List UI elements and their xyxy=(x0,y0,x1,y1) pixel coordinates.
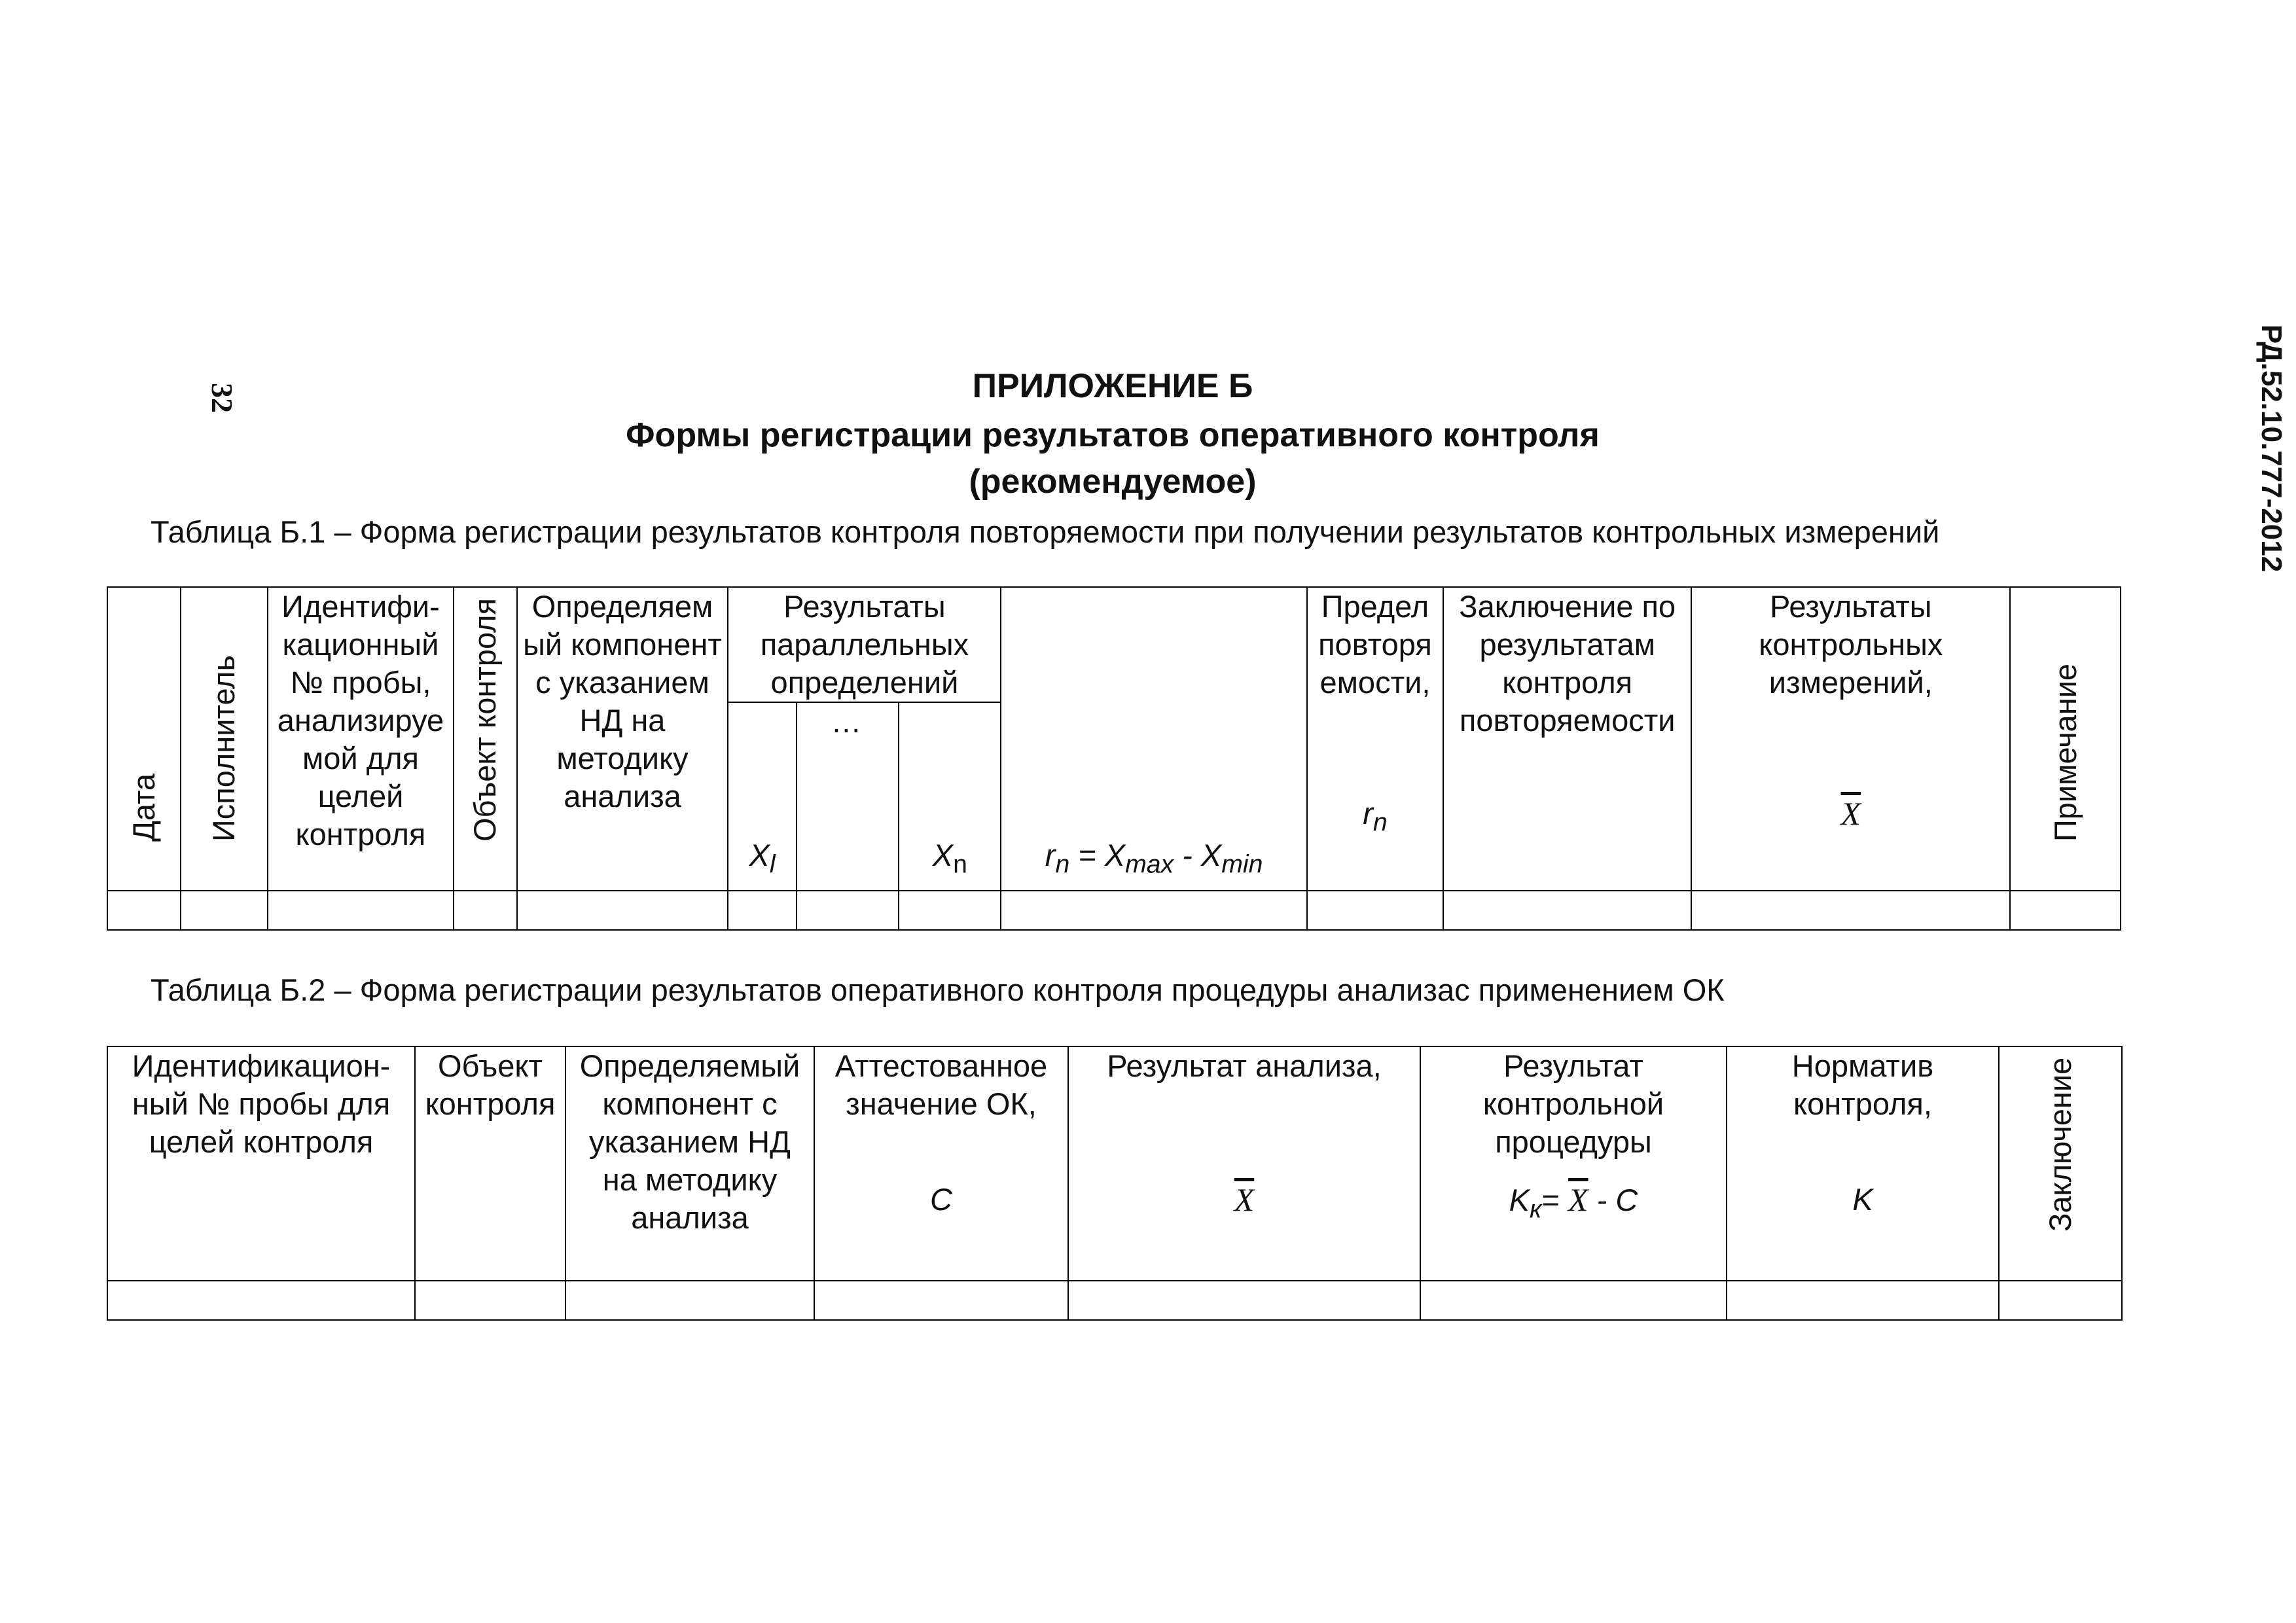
appendix-status: (рекомендуемое) xyxy=(969,463,1257,501)
header-repeatability-limit: Предел повторя емости, $r_n$ xyxy=(1307,587,1444,891)
header-sample-id: Идентифи-кационный № пробы, анализируе мой для целей контроля xyxy=(268,587,454,891)
operative-control-table xyxy=(107,1046,2123,1321)
document-code: РД.52.10.777-2012 xyxy=(2255,324,2287,573)
header-date: Дата xyxy=(107,587,181,891)
header-range-formula: $r_n = X_{max} - X_{min}$ xyxy=(1001,587,1306,891)
header-procedure-result: Результат контрольной процедуры $K_к= \overline{X} - C$ xyxy=(1420,1046,1727,1281)
table1-caption: Таблица Б.1 – Форма регистрации результатов контроля повторяемости при получении результатов контрольных измерений xyxy=(151,514,1940,549)
header-conclusion: Заключение по результатам контроля повторяемости xyxy=(1443,587,1691,891)
limit-symbol: r xyxy=(1363,796,1373,830)
table-row xyxy=(107,1281,2122,1320)
x-bar-symbol: $\overline{X}$ xyxy=(1234,1181,1255,1218)
header-certified-value: Аттестованное значение ОК, C xyxy=(814,1046,1068,1281)
header-x1: $X_l$ xyxy=(728,702,796,891)
header-parallel-results: Результаты параллельных определений xyxy=(728,587,1001,702)
page-number: 32 xyxy=(206,383,240,413)
header-component: Определяем ый компонент с указанием НД на методику анализа xyxy=(517,587,728,891)
appendix-subtitle: Формы регистрации результатов оперативного контроля xyxy=(626,416,1600,454)
x-bar-symbol: $\overline{X}$ xyxy=(1840,795,1861,832)
header-analysis-result: Результат анализа, $\overline{X}$ xyxy=(1068,1046,1420,1281)
header-note: Примечание xyxy=(2010,587,2121,891)
table2-caption: Таблица Б.2 – Форма регистрации результатов оперативного контроля процедуры анализас применением ОК xyxy=(151,972,1725,1007)
header-control-standard: Норматив контроля, K xyxy=(1727,1046,1999,1281)
header-sample-id: Идентификацион-ный № пробы для целей контроля xyxy=(107,1046,415,1281)
header-control-object: Объект контроля xyxy=(454,587,516,891)
header-component: Определяемый компонент с указанием НД на методику анализа xyxy=(565,1046,814,1281)
header-xn: $X_n$ xyxy=(899,702,1001,891)
header-control-object: Объект контроля xyxy=(415,1046,565,1281)
appendix-title: ПРИЛОЖЕНИЕ Б xyxy=(972,367,1253,405)
header-dots: … xyxy=(797,702,899,891)
repeatability-table xyxy=(107,586,2121,931)
table-row xyxy=(107,891,2121,930)
header-control-results: Результаты контрольных измерений, $\overline{X}$ xyxy=(1691,587,2010,891)
header-performer: Исполнитель xyxy=(181,587,267,891)
header-conclusion: Заключение xyxy=(1999,1046,2122,1281)
